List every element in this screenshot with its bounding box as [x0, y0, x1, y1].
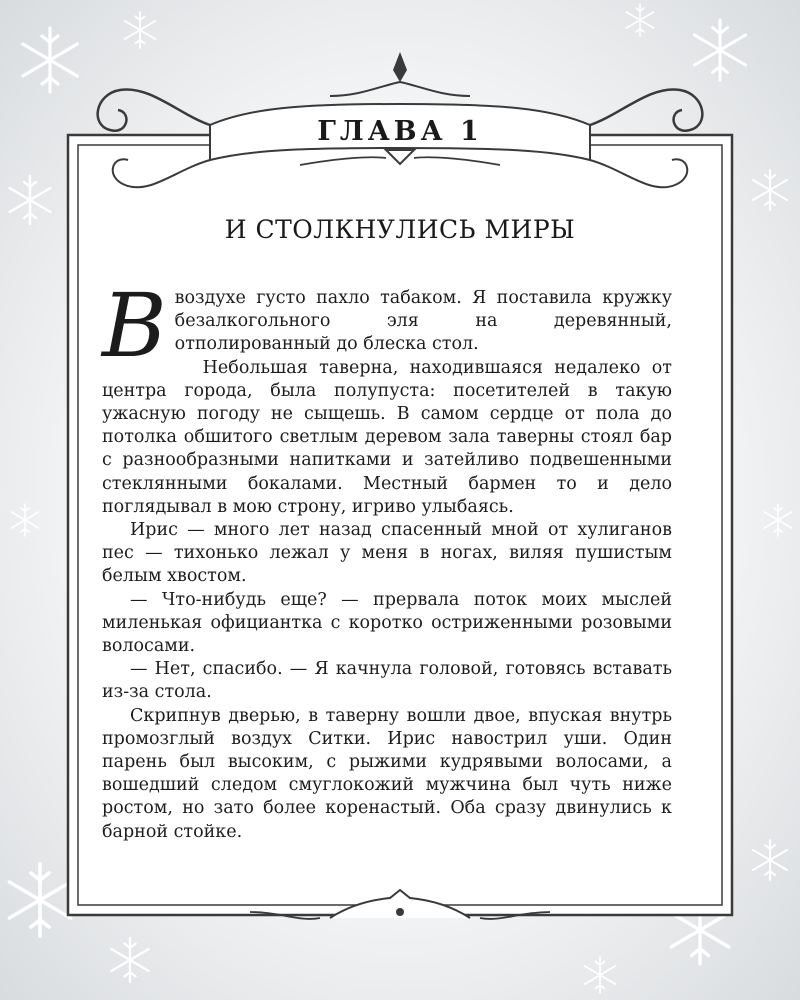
- paragraph: — Что-нибудь еще? — прервала поток моих мыслей миленькая официантка с коротко остриженными розовыми волосами.: [102, 589, 672, 657]
- paragraph-text: воздухе густо пахло табаком. Я поставила кружку безалкогольного эля на деревянный, отполированный до блеска стол.: [174, 288, 672, 355]
- drop-cap: В: [102, 274, 167, 377]
- paragraph: [102, 274, 672, 377]
- chapter-title: И СТОЛКНУЛИСЬ МИРЫ: [224, 215, 576, 244]
- paragraph: Ирис — много лет назад спасенный мной от хулиганов пес — тихонько лежал у меня в ногах, виляя пушистым белым хвостом.: [102, 520, 672, 587]
- paragraph: Скрипнув дверью, в таверну вошли двое, впуская внутрь промозглый воздух Ситки. Ирис навострил уши. Один парень был высоким, с рыжими кудрявыми волосами, а вошедший следом смуглокожий мужчина был чуть ниже ростом, но зато более коренастый. Оба сразу двинулись к барной стойке.: [102, 705, 672, 842]
- paragraph: Небольшая таверна, находившаяся недалеко от центра города, была полупуста: посетителей в такую ужасную погоду не сыщешь. В самом сердце от пола до потолка обшитого светлым деревом зала таверны стоял бар с разнообразными напитками и затейливо подвешенными стеклянными бокалами. Местный бармен то и дело поглядывал в мою строну, игриво улыбаясь.: [102, 357, 672, 517]
- chapter-label: ГЛАВА 1: [317, 116, 483, 147]
- body-text: [102, 274, 672, 844]
- paragraph: — Нет, спасибо. — Я качнула головой, готовясь вставать из-за стола.: [102, 659, 672, 703]
